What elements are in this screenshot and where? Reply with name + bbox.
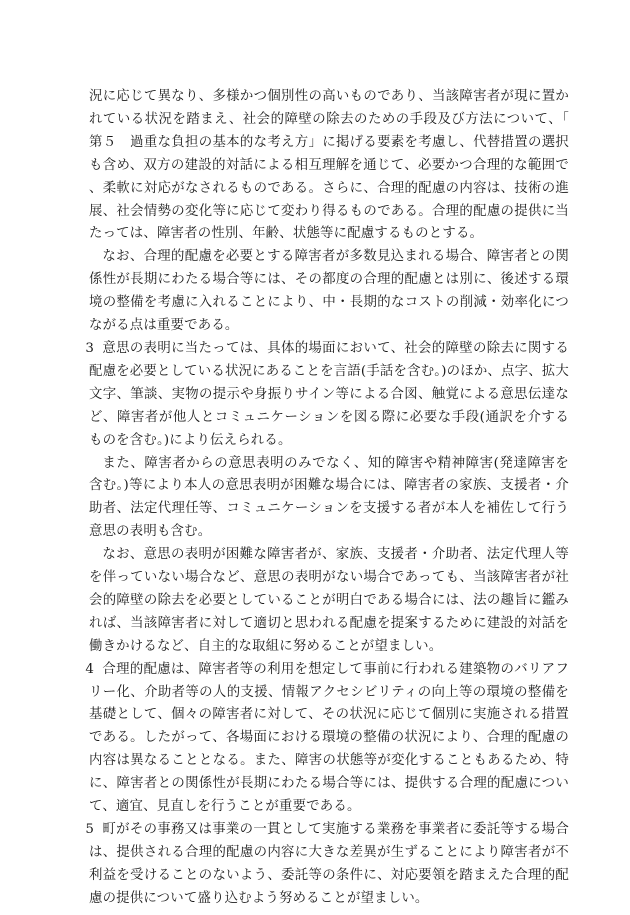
- paragraph-continuation: [89, 86, 569, 246]
- paragraph-no-expression: [89, 544, 569, 659]
- document-body: [85, 86, 569, 911]
- numbered-item-4: [85, 659, 569, 819]
- paragraph-text: なお、意思の表明が困難な障害者が、家族、支援者・介助者、法定代理人等を伴っていない場合など、意思の表明がない場合であっても、当該障害者が社会的障壁の除去を必要としていることが明白である場合には、法の趣旨に鑑みれば、当該障害者に対して適切と思われる配慮を提案するために建設的対話を働きかけるなど、自主的な取組に努めることが望ましい。: [89, 547, 569, 654]
- paragraph-intent-proxy: [89, 453, 569, 545]
- paragraph-text: 町がその事務又は事業の一貫として実施する業務を事業者に委託等する場合は、提供される合理的配慮の内容に大きな差異が生ずることにより障害者が不利益を受けることのないよう、委託等の条件に、対応要領を踏まえた合理的配慮の提供について盛り込むよう努めることが望ましい。: [89, 822, 569, 906]
- numbered-item-3: [85, 338, 569, 453]
- paragraph-text: 意思の表明に当たっては、具体的場面において、社会的障壁の除去に関する配慮を必要としている状況にあることを言語(手話を含む。)のほか、点字、拡大文字、筆談、実物の提示や身振りサイン等による合図、触覚による意思伝達など、障害者が他人とコミュニケーションを図る際に必要な手段(通訳を介するものを含む。)により伝えられる。: [89, 340, 569, 448]
- paragraph-text: また、障害者からの意思表明のみでなく、知的障害や精神障害(発達障害を含む。)等により本人の意思表明が困難な場合には、障害者の家族、支援者・介助者、法定代理任等、コミュニケーションを支援する者が本人を補佐して行う意思の表明も含む。: [89, 455, 569, 540]
- paragraph-text: 況に応じて異なり、多様かつ個別性の高いものであり、当該障害者が現に置かれている状況を踏まえ、社会的障壁の除去のための手段及び方法について、「第５ 過重な負担の基本的な考え方」に掲げる要素を考慮し、代替措置の選択も含め、双方の建設的対話による相互理解を通じて、必要かつ合理的な範囲で、柔軟に対応がなされるものである。さらに、合理的配慮の内容は、技術の進展、社会情勢の変化等に応じて変わり得るものである。合理的配慮の提供に当たっては、障害者の性別、年齢、状態等に配慮するものとする。: [89, 89, 569, 242]
- numbered-item-5: [85, 819, 569, 911]
- item-number: 3: [85, 340, 95, 356]
- item-number: 5: [85, 822, 95, 837]
- paragraph-text: 合理的配慮は、障害者等の利用を想定して事前に行われる建築物のバリアフリー化、介助者等の人的支援、情報アクセシビリティの向上等の環境の整備を基礎として、個々の障害者に対して、その状況に応じて個別に実施される措置である。したがって、各場面における環境の整備の状況により、合理的配慮の内容は異なることとなる。また、障害の状態等が変化することもあるため、特に、障害者との関係性が長期にわたる場合等には、提供する合理的配慮について、適宜、見直しを行うことが重要である。: [89, 661, 569, 815]
- item-number: 4: [85, 661, 95, 677]
- paragraph-note-environment: [89, 246, 569, 338]
- paragraph-text: なお、合理的配慮を必要とする障害者が多数見込まれる場合、障害者との関係性が長期にわたる場合等には、その都度の合理的配慮とは別に、後述する環境の整備を考慮に入れることにより、中・長期的なコストの削減・効率化につながる点は重要である。: [89, 249, 569, 334]
